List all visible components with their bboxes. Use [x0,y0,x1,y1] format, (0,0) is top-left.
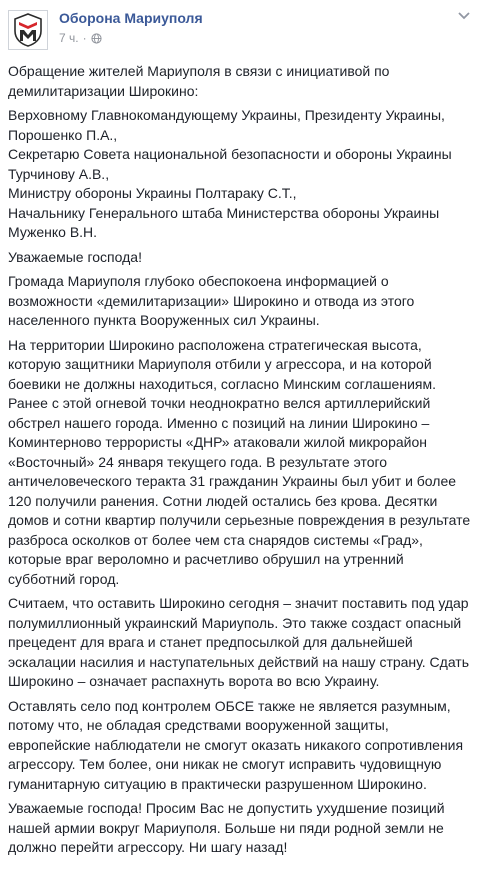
chevron-down-icon[interactable] [456,10,472,22]
page-name-link[interactable]: Оборона Мариуполя [59,10,203,26]
post-paragraph: На территории Широкино расположена стратегическая высота, которую защитники Мариуполя отбили у агрессора, и на которой боевики не должны находиться, согласно Минским соглашениям. Ранее с этой огневой точки неоднократно велся артиллерийский обстрел нашего города. Именно с позиций на линии Широкино – Коминтерново террористы «ДНР» атаковали жилой микрорайон «Восточный» 24 января текущего года. В результате этого античеловеческого теракта 31 гражданин Украины был убит и более 120 получили ранения. Сотни людей остались без крова. Десятки домов и сотни квартир получили серьезные повреждения в результате разброса осколков от более чем ста снарядов системы «Град», которые враг вероломно и расчетливо обрушил на утренний субботний город. [8,336,471,587]
post-paragraph: Обращение жителей Мариуполя в связи с инициативой по демилитаризации Широкино: [8,63,390,99]
post-timestamp[interactable]: 7 ч. [59,31,79,45]
globe-icon[interactable] [91,33,102,44]
post-paragraph: Уважаемые господа! Просим Вас не допустить ухудшение позиций нашей армии вокруг Мариуполя. Больше ни пяди родной земли не должно перейти агрессору. Ни шагу назад! [8,800,445,855]
post-body [8,62,472,858]
post-subline [59,30,472,46]
post-header [8,8,472,58]
post-paragraph: Считаем, что оставить Широкино сегодня – значит поставить под удар полумиллионный украинский Мариуполь. Это также создаст опасный прецедент для врага и станет предпосылкой для дальнейшей эскалации насилия и наступательных действий на нашу страну. Сдать Широкино – означает распахнуть ворота во всю Украину. [8,595,470,689]
post-paragraph: Верховному Главнокомандующему Украины, Президенту Украины, Порошенко П.А., Секретарю Совета национальной безопасности и обороны Украины Турчинову А.В., Министру обороны Украины Полтараку С.Т., Начальнику Генерального штаба Министерства обороны Украины Муженко В.Н. [8,107,452,240]
post-paragraph: Уважаемые господа! [8,248,142,265]
post-meta [59,9,472,46]
post-paragraph: Громада Мариуполя глубоко обеспокоена информацией о возможности «демилитаризации» Широкино и отвода из этого населенного пункта Вооруженных сил Украины. [8,273,415,328]
meta-separator: · [82,31,87,45]
oborona-mariupolya-logo [12,13,44,47]
page-avatar[interactable] [8,10,48,50]
post-paragraph: Оставлять село под контролем ОБСЕ также не является разумным, потому что, не обладая средствами вооруженной защиты, европейские наблюдатели не смогут оказать никакого сопротивления агрессору. Тем более, они никак не смогут исправить чудовищную гуманитарную ситуацию в практически разрушенном Широкино. [8,697,464,792]
